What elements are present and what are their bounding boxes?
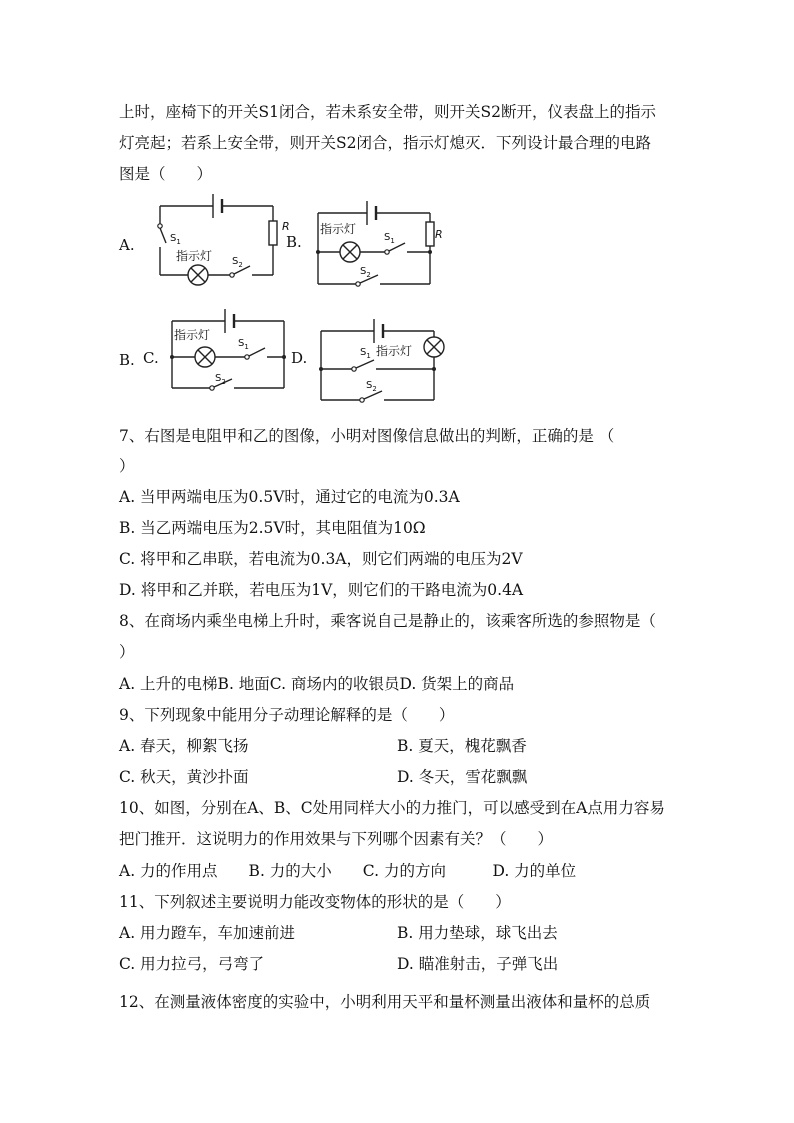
circuit-diagram-b xyxy=(314,198,444,290)
option-label-a: A. xyxy=(119,236,135,254)
option-b: B. 夏天，槐花飘香 xyxy=(397,737,527,755)
lamp-label: 指示灯 xyxy=(320,222,357,236)
option-c: C. 秋天，黄沙扑面 xyxy=(119,768,249,786)
question-text: 上时，座椅下的开关S1闭合，若未系安全带，则开关S2断开，仪表盘上的指示 xyxy=(119,103,656,121)
switch-label: $S_1$ xyxy=(384,232,395,245)
question-7-stem: ） xyxy=(119,457,135,475)
switch-label: $S_2$ xyxy=(360,266,371,279)
option-d: D. 冬天，雪花飘飘 xyxy=(397,768,528,786)
circuit-diagram-c xyxy=(170,310,290,392)
switch-label: $S_1$ xyxy=(170,233,181,246)
option-a: A. 春天，柳絮飞扬 xyxy=(119,737,249,755)
question-12-stem: 12、在测量液体密度的实验中，小明利用天平和量杯测量出液体和量杯的总质 xyxy=(119,993,651,1011)
option-label-d: D. xyxy=(291,349,308,367)
switch-label: $S_2$ xyxy=(215,373,226,386)
option-a: A. 用力蹬车，车加速前进 xyxy=(119,924,296,942)
option-b: B. 用力垫球，球飞出去 xyxy=(397,924,558,942)
question-text: 图是（ ） xyxy=(119,165,213,183)
option-label-c: C. xyxy=(143,349,159,367)
question-8-stem: ） xyxy=(119,643,135,661)
switch-label: $S_2$ xyxy=(366,380,377,393)
option-label-b: B. xyxy=(119,351,135,369)
switch-label: $S_2$ xyxy=(232,256,243,269)
option-a: A. 当甲两端电压为0.5V时，通过它的电流为0.3A xyxy=(119,488,460,506)
option-c: C. 用力拉弓，弓弯了 xyxy=(119,955,265,973)
resistor-label: R xyxy=(435,228,443,241)
switch-label: $S_1$ xyxy=(238,338,249,351)
option-d: D. 瞄准射击，子弹飞出 xyxy=(397,955,559,973)
lamp-label: 指示灯 xyxy=(176,249,213,263)
option-c: C. 将甲和乙串联，若电流为0.3A，则它们两端的电压为2V xyxy=(119,550,523,568)
resistor-label: R xyxy=(282,220,290,233)
question-7-stem: 7、右图是电阻甲和乙的图像，小明对图像信息做出的判断，正确的是 （ xyxy=(119,427,615,445)
question-10-options: A. 力的作用点 B. 力的大小 C. 力的方向 D. 力的单位 xyxy=(119,862,577,880)
option-label-b: B. xyxy=(286,233,302,251)
question-10-stem: 把门推开．这说明力的作用效果与下列哪个因素有关？（ ） xyxy=(119,830,554,848)
lamp-label: 指示灯 xyxy=(376,344,413,358)
question-10-stem: 10、如图，分别在A、B、C处用同样大小的力推门，可以感受到在A点用力容易 xyxy=(119,799,665,817)
question-11-stem: 11、下列叙述主要说明力能改变物体的形状的是（ ） xyxy=(119,893,511,911)
circuit-diagram-a xyxy=(156,192,290,284)
lamp-label: 指示灯 xyxy=(174,328,211,342)
question-text: 灯亮起；若系上安全带，则开关S2闭合，指示灯熄灭．下列设计最合理的电路 xyxy=(119,134,651,152)
option-d: D. 将甲和乙并联，若电压为1V，则它们的干路电流为0.4A xyxy=(119,581,524,599)
switch-label: $S_1$ xyxy=(360,347,371,360)
option-b: B. 当乙两端电压为2.5V时，其电阻值为10Ω xyxy=(119,519,426,537)
circuit-diagram-d xyxy=(318,314,448,400)
question-8-stem: 8、在商场内乘坐电梯上升时，乘客说自己是静止的，该乘客所选的参照物是（ xyxy=(119,612,656,630)
question-8-options: A. 上升的电梯B. 地面C. 商场内的收银员D. 货架上的商品 xyxy=(119,675,515,693)
question-9-stem: 9、下列现象中能用分子动理论解释的是（ ） xyxy=(119,706,455,724)
